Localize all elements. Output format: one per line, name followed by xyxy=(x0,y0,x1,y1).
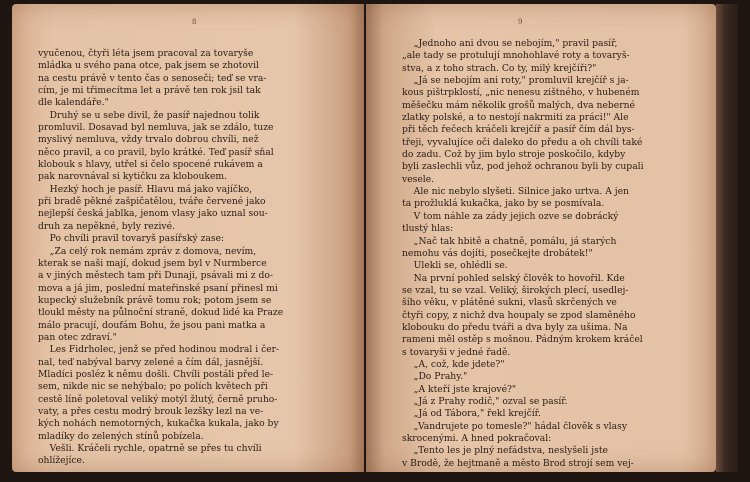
page-number-left: 8 xyxy=(192,18,197,26)
text-line: tloukl městy na půlnoční straně, dokud lidé ka Praze xyxy=(38,307,284,319)
text-line: „Já z Prahy rodič," ozval se pasíř. xyxy=(402,395,568,407)
text-line: mládka u svého pana otce, pak jsem se zhotovil xyxy=(38,60,259,72)
text-line: při těch řečech kráčeli krejčíř a pasíř čím dál bys- xyxy=(402,124,635,136)
text-line: promluvil. Dosavad byl nemluva, jak se zdálo, tuze xyxy=(38,122,274,134)
text-line: šího věku, v plátěné sukni, vlasů skrčených ve xyxy=(402,297,617,309)
text-line: pak narovnával si kytičku za kloboukem. xyxy=(38,171,228,183)
text-line: kous pištrpklostí, „nic nenesu zištného, v hubeném xyxy=(402,87,640,99)
text-line: „Tento les je plný nefádstva, neslyšeli jste xyxy=(402,445,608,457)
text-line: vesele. xyxy=(402,173,435,185)
text-line: kupecký služebník právě tomu rok; potom jsem se xyxy=(38,294,272,306)
left-page-text xyxy=(38,48,340,468)
text-line: „Jednoho ani dvou se nebojím," pravil pasíř, xyxy=(402,38,618,49)
text-line: málo pracují, doufám Bohu, že jsou pani matka a xyxy=(38,319,266,331)
text-line: „Do Prahy." xyxy=(402,371,468,383)
text-line: Po chvíli pravil tovaryš pasířský zase: xyxy=(38,233,225,245)
text-line: sem, nikde nic se nehýbalo; po polích květech při xyxy=(38,381,268,393)
text-line: „Já od Tábora," řekl krejčíř. xyxy=(402,408,541,420)
text-line: myslivý nemluva, vždy trvalo dobrou chvíli, než xyxy=(38,134,259,146)
text-line: vaty, a přes cestu modrý brouk lezšky lezl na ve- xyxy=(38,405,264,417)
text-line: Mladíci posléz k němu došli. Chvíli postáli před le- xyxy=(38,368,274,380)
text-line: V tom náhle za zády jejich ozve se dobrácký xyxy=(402,210,619,222)
text-line: „A, což, kde jdete?" xyxy=(402,358,505,370)
text-line: dle kalendáře." xyxy=(38,97,109,109)
text-line: nemohu vás dojíti, posečkejte drobátek!" xyxy=(402,247,593,259)
text-line: a v jiných městech tam při Dunaji, psávali mi z do- xyxy=(38,270,273,282)
text-line: klobouk s hlavy, utřel si čelo spocené rukávem a xyxy=(38,159,263,171)
text-line: ta prožluklá kukačka, jako by se posmívala. xyxy=(402,198,605,210)
text-line: třeji, vyvalujíce oči daleko do předu a oh chvíli také xyxy=(402,136,643,148)
text-line: ohlížejíce. xyxy=(38,455,85,467)
text-line: Na první pohled selský člověk to hovořil. Kde xyxy=(402,272,625,284)
text-line: kterak se naši mají, dokud jsem byl v Nurmberce xyxy=(38,257,267,269)
text-line: druh za nepěkné, byly rezivé. xyxy=(38,220,175,232)
text-line: při bradě pěkné zašpičatělou, tváře červené jako xyxy=(38,196,266,208)
text-line: nal, teď nabýval barvy zelené a čím dál, jasnější. xyxy=(38,356,264,368)
text-line: do zadu. Což by jim bylo stroje poskočilo, kdyby xyxy=(402,149,626,161)
text-line: „ale tady se protulují mnohohlavé roty a tovaryš- xyxy=(402,50,630,62)
text-line: „Já se nebojím ani roty," promluvil krejčíř s ja- xyxy=(402,75,629,87)
text-line: skrocenými. A hned pokračoval: xyxy=(402,433,552,444)
text-line: nejlepší česká jablka, jenom vlasy jako uznal sou- xyxy=(38,208,268,220)
text-line: s tovaryši v jedné řadě. xyxy=(402,346,511,358)
page-number-right: 9 xyxy=(518,18,523,26)
text-line: Les Fidrholec, jenž se před hodinou modral i čer- xyxy=(38,344,280,356)
text-line: něco pravil, a co pravil, bylo krátké. Teď pasíř sňal xyxy=(38,146,274,158)
text-line: „Nač tak hbitě a chatně, pomálu, já starých xyxy=(402,235,617,247)
text-line: se vzal, tu se vzal. Veliký, širokých plecí, usedlej- xyxy=(402,284,629,296)
right-page-text xyxy=(402,38,688,470)
text-line: Vešli. Kráčeli rychle, opatrně se přes tu chvíli xyxy=(38,443,262,454)
text-line: mova a já jim, poslední mateřinské psaní přinesl mi xyxy=(38,282,278,294)
text-line: stva, a z toho strach. Co ty, milý krejčíři?" xyxy=(402,62,597,74)
text-line: tlustý hlas: xyxy=(402,223,454,235)
text-line: Hezký hoch je pasíř. Hlavu má jako vajíčko, xyxy=(38,183,253,195)
text-line: mladíky do zelených stínů pobízela. xyxy=(38,430,204,442)
text-line: v Brodě, že hejtmaně a město Brod strojí sem vej- xyxy=(402,457,634,469)
text-line: „Za celý rok nemám zpráv z domova, nevím, xyxy=(38,245,257,257)
left-page xyxy=(12,4,364,472)
open-book xyxy=(6,4,744,476)
text-line: zlatky polské, a to nestojí nakrmiti za práci!" Ale xyxy=(402,112,629,124)
text-line: rameni měl ostěp s mošnou. Pádným krokem kráčel xyxy=(402,334,643,346)
text-line: čtyři copy, z nichž dva houpaly se zpod slaměného xyxy=(402,309,636,321)
text-line: Druhý se u sebe divil, že pasíř najednou tolik xyxy=(38,109,260,121)
text-line: byli zaslechli vůz, pod jehož ochranou byli by cupali xyxy=(402,161,644,173)
text-line: Ale nic nebylo slyšeti. Silnice jako urtva. A jen xyxy=(402,186,629,198)
text-line: Ulekli se, ohlédli se. xyxy=(402,260,508,272)
text-line: vyučenou, čtyři léta jsem pracoval za tovaryše xyxy=(38,48,254,59)
text-line: cím, je mi třimecítma let a právě ten rok jsil tak xyxy=(38,85,261,97)
text-line: kých nohách nemotorných, kukačka kukala, jako by xyxy=(38,418,279,430)
text-line: cestě líně poletoval veliký motýl žlutý, černě pruho- xyxy=(38,393,278,405)
text-line: měšečku mám několik grošů malých, dva neberné xyxy=(402,99,635,111)
text-line: klobouku do předu tváři a dva byly za ušima. Na xyxy=(402,321,628,333)
text-line: „Vandrujete po tomesle?" hádal člověk s vlasy xyxy=(402,420,628,432)
page-edges xyxy=(716,4,738,472)
right-page xyxy=(366,4,716,472)
text-line: pan otec zdraví." xyxy=(38,331,117,343)
text-line: „A kteří jste krajové?" xyxy=(402,383,517,395)
text-line: na cestu právě v tento čas o senoseči; teď se vra- xyxy=(38,72,267,84)
